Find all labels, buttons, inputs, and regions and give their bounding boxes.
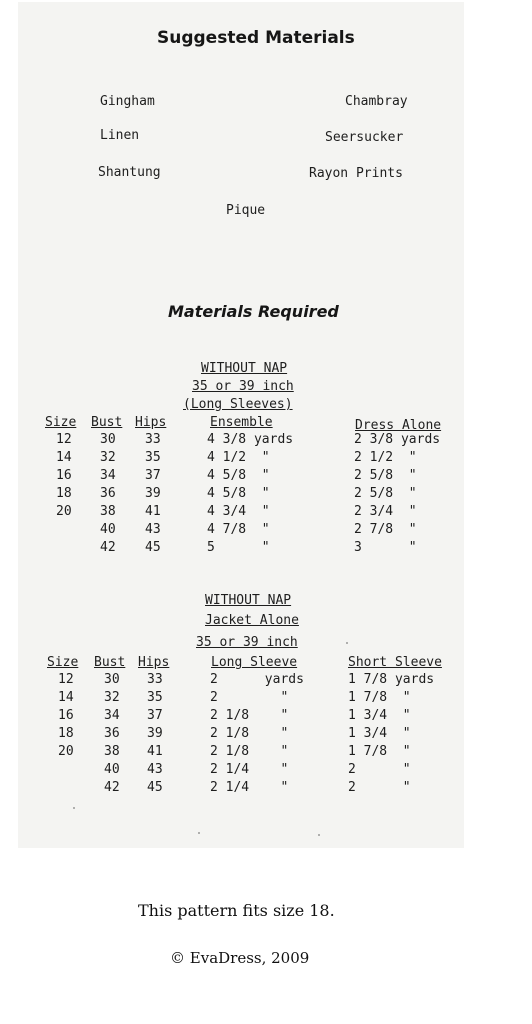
block2-cell-bust: 40 xyxy=(104,762,120,777)
block2-cell-bust: 30 xyxy=(104,672,120,687)
block2-cell-long: 2 1/4 " xyxy=(210,762,289,777)
block1-cell-hips: 37 xyxy=(145,468,161,483)
suggested-materials-title: Suggested Materials xyxy=(157,28,355,48)
block2-col-bust: Bust xyxy=(94,655,126,670)
block2-cell-long: 2 yards xyxy=(210,672,304,687)
block2-cell-short: 1 7/8 " xyxy=(348,744,411,759)
block2-cell-hips: 41 xyxy=(147,744,163,759)
block1-cell-ensemble: 5 " xyxy=(207,540,270,555)
block1-cell-hips: 33 xyxy=(145,432,161,447)
block2-jacket-alone: Jacket Alone xyxy=(205,613,299,628)
material-linen: Linen xyxy=(100,128,140,143)
block1-cell-size: 14 xyxy=(56,450,72,465)
material-chambray: Chambray xyxy=(345,94,408,109)
block2-cell-hips: 33 xyxy=(147,672,163,687)
block2-cell-long: 2 1/8 " xyxy=(210,726,289,741)
block2-cell-bust: 38 xyxy=(104,744,120,759)
block2-cell-hips: 37 xyxy=(147,708,163,723)
block1-cell-bust: 38 xyxy=(100,504,116,519)
block1-cell-ensemble: 4 5/8 " xyxy=(207,468,270,483)
block2-cell-long: 2 " xyxy=(210,690,289,705)
block2-cell-short: 1 7/8 " xyxy=(348,690,411,705)
block1-col-hips: Hips xyxy=(135,415,167,430)
block2-cell-bust: 36 xyxy=(104,726,120,741)
block2-cell-short: 1 3/4 " xyxy=(348,726,411,741)
block2-cell-short: 1 3/4 " xyxy=(348,708,411,723)
block1-long-sleeves: (Long Sleeves) xyxy=(183,397,293,412)
block1-cell-ensemble: 4 3/8 yards xyxy=(207,432,294,447)
block1-cell-bust: 36 xyxy=(100,486,116,501)
block1-cell-bust: 42 xyxy=(100,540,116,555)
block2-col-short-sleeve: Short Sleeve xyxy=(348,655,442,670)
block1-cell-hips: 45 xyxy=(145,540,161,555)
block2-col-size: Size xyxy=(47,655,79,670)
block1-col-ensemble: Ensemble xyxy=(210,415,273,430)
block2-cell-short: 2 " xyxy=(348,780,411,795)
material-gingham: Gingham xyxy=(100,94,155,109)
block2-cell-hips: 39 xyxy=(147,726,163,741)
material-pique: Pique xyxy=(226,203,266,218)
block2-without-nap: WITHOUT NAP xyxy=(205,593,292,608)
block1-cell-size: 20 xyxy=(56,504,72,519)
material-shantung: Shantung xyxy=(98,165,161,180)
block2-cell-size: 16 xyxy=(58,708,74,723)
block1-cell-ensemble: 4 5/8 " xyxy=(207,486,270,501)
block1-col-size: Size xyxy=(45,415,77,430)
material-rayon-prints: Rayon Prints xyxy=(309,166,403,181)
block2-cell-bust: 42 xyxy=(104,780,120,795)
block1-cell-dress: 2 7/8 " xyxy=(354,522,417,537)
block1-cell-dress: 2 3/8 yards xyxy=(354,432,441,447)
block1-cell-size: 18 xyxy=(56,486,72,501)
block1-cell-ensemble: 4 3/4 " xyxy=(207,504,270,519)
block2-cell-size: 12 xyxy=(58,672,74,687)
block1-col-dress-alone: Dress Alone xyxy=(355,418,442,433)
block2-cell-long: 2 1/4 " xyxy=(210,780,289,795)
block2-cell-size: 20 xyxy=(58,744,74,759)
block1-cell-hips: 43 xyxy=(145,522,161,537)
block2-cell-size: 14 xyxy=(58,690,74,705)
block1-cell-size: 12 xyxy=(56,432,72,447)
block2-cell-hips: 43 xyxy=(147,762,163,777)
block1-cell-dress: 3 " xyxy=(354,540,417,555)
block1-width: 35 or 39 inch xyxy=(192,379,294,394)
block1-cell-ensemble: 4 1/2 " xyxy=(207,450,270,465)
block2-cell-long: 2 1/8 " xyxy=(210,708,289,723)
block1-cell-hips: 41 xyxy=(145,504,161,519)
block1-cell-ensemble: 4 7/8 " xyxy=(207,522,270,537)
block2-col-hips: Hips xyxy=(138,655,170,670)
block1-cell-dress: 2 3/4 " xyxy=(354,504,417,519)
block1-cell-hips: 35 xyxy=(145,450,161,465)
copyright: © EvaDress, 2009 xyxy=(170,949,310,967)
block1-col-bust: Bust xyxy=(91,415,123,430)
block2-cell-hips: 45 xyxy=(147,780,163,795)
block1-cell-dress: 2 1/2 " xyxy=(354,450,417,465)
material-seersucker: Seersucker xyxy=(325,130,404,145)
fit-note: This pattern fits size 18. xyxy=(138,901,335,920)
block1-cell-bust: 34 xyxy=(100,468,116,483)
block1-cell-size: 16 xyxy=(56,468,72,483)
block1-without-nap: WITHOUT NAP xyxy=(201,361,288,376)
block2-cell-long: 2 1/8 " xyxy=(210,744,289,759)
block2-cell-bust: 34 xyxy=(104,708,120,723)
block1-cell-bust: 40 xyxy=(100,522,116,537)
block1-cell-hips: 39 xyxy=(145,486,161,501)
block2-cell-short: 2 " xyxy=(348,762,411,777)
block2-cell-bust: 32 xyxy=(104,690,120,705)
block2-col-long-sleeve: Long Sleeve xyxy=(211,655,298,670)
block1-cell-dress: 2 5/8 " xyxy=(354,486,417,501)
block2-cell-short: 1 7/8 yards xyxy=(348,672,435,687)
block1-cell-bust: 32 xyxy=(100,450,116,465)
materials-required-title: Materials Required xyxy=(168,302,339,321)
block1-cell-bust: 30 xyxy=(100,432,116,447)
block2-width: 35 or 39 inch xyxy=(196,635,298,650)
block2-cell-size: 18 xyxy=(58,726,74,741)
block1-cell-dress: 2 5/8 " xyxy=(354,468,417,483)
block2-cell-hips: 35 xyxy=(147,690,163,705)
